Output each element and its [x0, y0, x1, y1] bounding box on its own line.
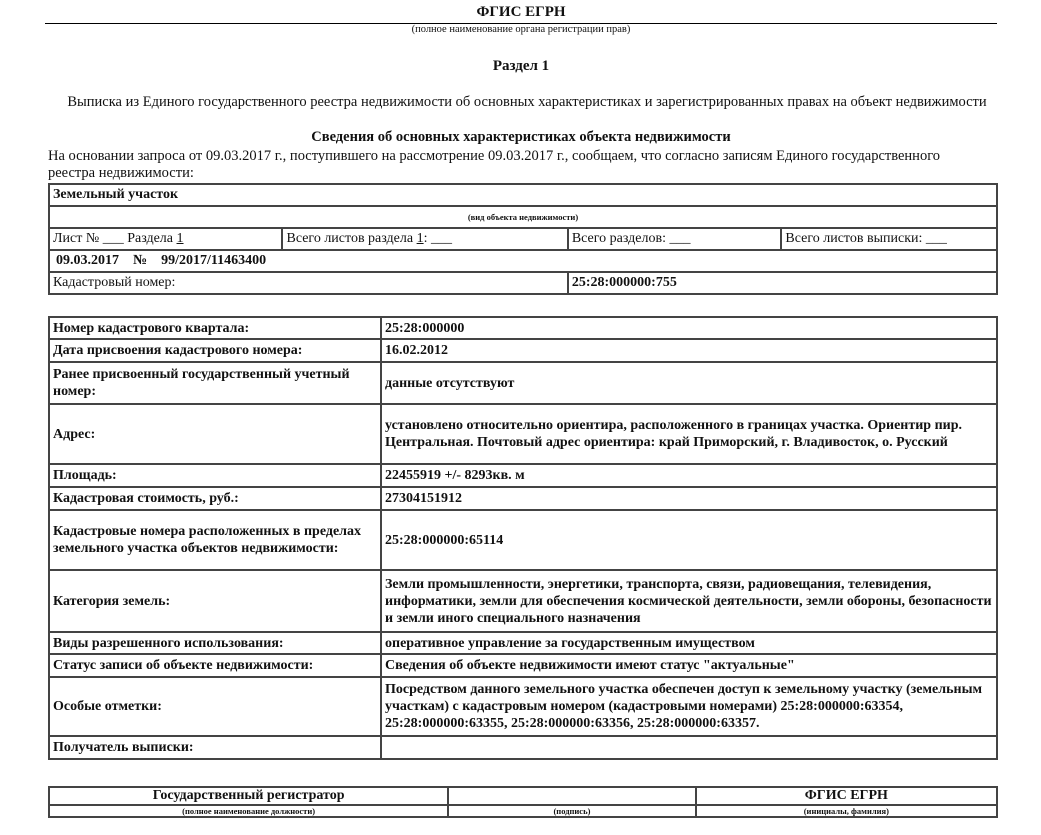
detail-value: установлено относительно ориентира, расположенного в границах участка. Ориентир пир. Центральная. Почтовый адрес ориентира: край Приморский, г. Владивосток, о. Русский [381, 404, 997, 464]
detail-key: Кадастровые номера расположенных в пределах земельного участка объектов недвижимости: [49, 510, 381, 570]
registrar-name: ФГИС ЕГРН [696, 787, 997, 805]
detail-key: Дата присвоения кадастрового номера: [49, 339, 381, 362]
detail-value: 25:28:000000:65114 [381, 510, 997, 570]
detail-value: 27304151912 [381, 487, 997, 510]
total-sections-label: Всего разделов: [571, 231, 666, 246]
detail-value: 16.02.2012 [381, 339, 997, 362]
details-row [49, 632, 997, 654]
registrar-position: Государственный регистратор [49, 787, 448, 805]
details-row [49, 339, 997, 362]
total-sections-cell [568, 228, 782, 250]
cadastral-label: Кадастровый номер: [49, 272, 568, 294]
detail-value: 22455919 +/- 8293кв. м [381, 464, 997, 487]
signature-table [48, 786, 998, 818]
details-table [48, 316, 998, 760]
total-sheets-extract-cell [781, 228, 997, 250]
details-row [49, 487, 997, 510]
section-title: Раздел 1 [492, 58, 550, 74]
detail-key: Номер кадастрового квартала: [49, 317, 381, 339]
total-sheets-extract-value: ___ [925, 231, 947, 246]
detail-value: 25:28:000000 [381, 317, 997, 339]
basis-text: На основании запроса от 09.03.2017 г., поступившего на рассмотрение 09.03.2017 г., сообщаем, что согласно записям Единого государственного реестра недвижимости: [48, 148, 941, 181]
detail-key: Площадь: [49, 464, 381, 487]
sheet-number: ___ [102, 231, 124, 246]
detail-key: Получатель выписки: [49, 736, 381, 759]
detail-key: Особые отметки: [49, 677, 381, 736]
signature-caption: (подпись) [448, 805, 695, 817]
extract-title: Выписка из Единого государственного реестра недвижимости об основных характеристиках и зарегистрированных правах на объект недвижимости [67, 94, 987, 110]
info-title: Сведения об основных характеристиках объекта недвижимости [311, 129, 731, 145]
details-row [49, 570, 997, 632]
details-row [49, 362, 997, 404]
details-row [49, 677, 997, 736]
detail-key: Виды разрешенного использования: [49, 632, 381, 654]
cadastral-value: 25:28:000000:755 [568, 272, 997, 294]
detail-key: Адрес: [49, 404, 381, 464]
total-sheets-section-value: 1 [416, 231, 424, 246]
total-sheets-extract-label: Всего листов выписки: [785, 231, 923, 246]
sheet-cell [49, 228, 282, 250]
details-row [49, 654, 997, 677]
detail-value: Сведения об объекте недвижимости имеют статус "актуальные" [381, 654, 997, 677]
details-row [49, 510, 997, 570]
org-title: ФГИС ЕГРН [45, 4, 997, 24]
detail-key: Статус записи об объекте недвижимости: [49, 654, 381, 677]
name-caption: (инициалы, фамилия) [696, 805, 997, 817]
details-row [49, 464, 997, 487]
object-type-caption: (вид объекта недвижимости) [49, 206, 997, 228]
detail-value: Посредством данного земельного участка обеспечен доступ к земельному участку (земельным участкам) с кадастровым номером (кадастровыми номерами) 25:28:000000:63354, 25:28:000000:63355, 25:28:000000:63356, 25:28:000000:63357. [381, 677, 997, 736]
detail-key: Категория земель: [49, 570, 381, 632]
total-sections-value: ___ [669, 231, 691, 246]
details-row [49, 404, 997, 464]
details-row [49, 317, 997, 339]
signature-space [448, 787, 695, 805]
object-header-table [48, 183, 998, 295]
org-subtitle: (полное наименование органа регистрации прав) [411, 24, 631, 35]
detail-key: Кадастровая стоимость, руб.: [49, 487, 381, 510]
section-label: Раздела [127, 231, 174, 246]
sheet-label: Лист № [53, 231, 100, 246]
total-sheets-section-cell [282, 228, 567, 250]
position-caption: (полное наименование должности) [49, 805, 448, 817]
detail-value [381, 736, 997, 759]
total-sheets-section-label: Всего листов раздела [286, 231, 414, 246]
date-number: 09.03.2017 № 99/2017/11463400 [49, 250, 997, 272]
detail-value: данные отсутствуют [381, 362, 997, 404]
detail-key: Ранее присвоенный государственный учетный номер: [49, 362, 381, 404]
object-type: Земельный участок [49, 184, 997, 206]
total-sheets-section-blank: : ___ [423, 231, 452, 246]
details-row [49, 736, 997, 759]
detail-value: Земли промышленности, энергетики, транспорта, связи, радиовещания, телевидения, информатики, земли для обеспечения космической деятельности, земли обороны, безопасности и земли иного специального назначения [381, 570, 997, 632]
detail-value: оперативное управление за государственным имуществом [381, 632, 997, 654]
section-number: 1 [176, 231, 184, 246]
